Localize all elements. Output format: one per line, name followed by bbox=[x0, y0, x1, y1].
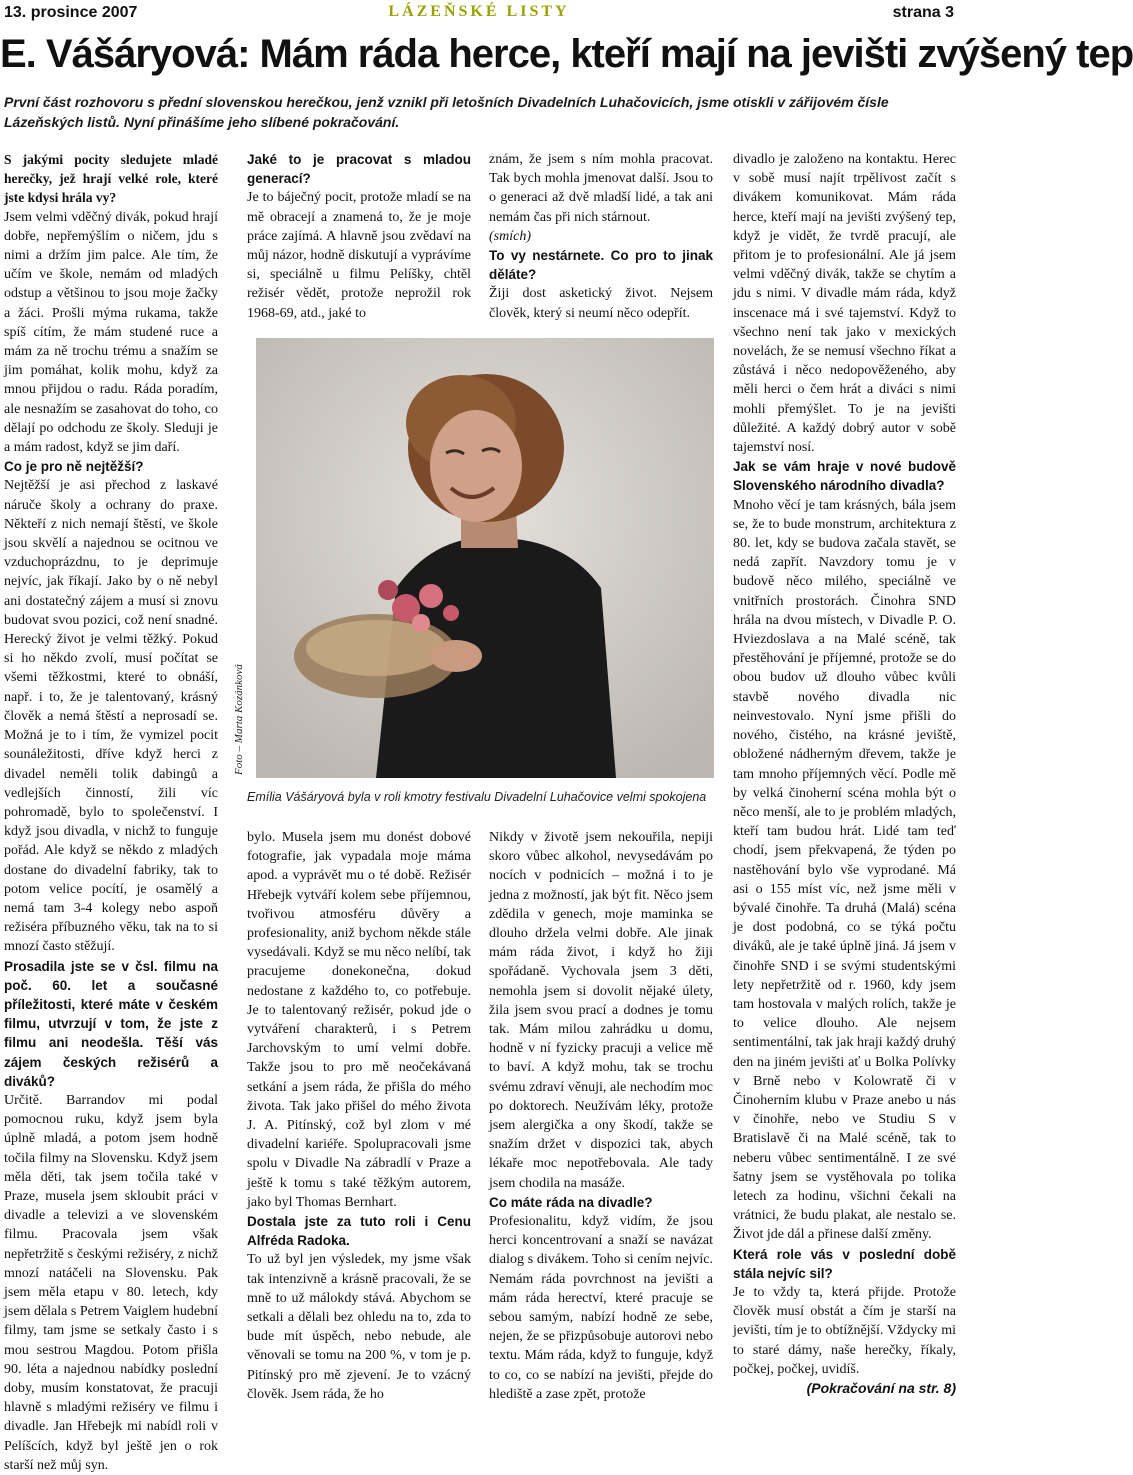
answer: znám, že jsem s ním mohla pracovat. Tak bych mohla jmenovat další. Jsou to o generaci až dvě mladší lidé, a tak ani nemám čas při nich stárnout. bbox=[489, 152, 713, 225]
answer: Profesionalitu, když vidím, že jsou herci koncentrovaní a snaží se navázat dialog s divákem. Toho si cením nejvíc. Nemám ráda povrchnost na jevišti a mám ráda herectví, které pracuje se sebou samým, nabízí hodně ze sebe, nejen, že se přizpůsobuje autorovi nebo textu. Mám ráda, když to funguje, když to co, co se nabízí na jevišti, přejde do hlediště a zase zpět, protože bbox=[489, 1214, 713, 1402]
question: To vy nestárnete. Co pro to jinak děláte? bbox=[489, 248, 713, 283]
page-header bbox=[4, 2, 954, 24]
article-lead: První část rozhovoru s přední slovenskou herečkou, jenž vznikl při letošních Divadelních Luhačovicích, jsme otiskli v zářijovém čísle Lázeňských listů. Nyní přinášíme jeho slíbené pokračování. bbox=[4, 94, 889, 130]
column-4 bbox=[733, 150, 956, 1398]
question: S jakými pocity sledujete mladé herečky, jež hrají velké role, které jste kdysi hrála vy? bbox=[4, 152, 218, 206]
article-photo bbox=[256, 338, 714, 778]
photo-caption: Emília Vášáryová byla v roli kmotry festivalu Divadelní Luhačovice velmi spokojena bbox=[247, 790, 707, 804]
question: Dostala jste za tuto roli i Cenu Alfréda Radoka. bbox=[247, 1214, 471, 1249]
newspaper-name: LÁZEŇSKÉ LISTY bbox=[388, 3, 570, 20]
photo-credit: Foto – Marta Kozánková bbox=[233, 664, 245, 775]
answer: Mnoho věcí je tam krásných, bála jsem se, že to bude monstrum, architektura z 80. let, kdy se budova začala stavět, se nedá zapřít. Navzdory tomu je v budově něco milého, speciálně ve vnitřních prostorách. Činohra SND hrála na dvou místech, v Divadle P. O. Hviezdoslava a na Malé scéně, tak přestěhování je příjemné, protože se do obou budov už dlouho vůbec kvůli stavbě nového divadla nic neinvestovalo. Nyní jsme přišli do nového, čistého, na krásné jeviště, obložené nádherným dřevem, takže je tam mnoho příjemných věcí. Podle mě by velká činoherní scéna mohla být o něco menší, ale to je problém mladých, kteří tam budou hrát. Lidé tam teď chodí, jsem překvapená, že týden po nastěhování bylo vše vyprodané. Má asi o 155 míst víc, než jsme měli v bývalé činohře. Ta druhá (Malá) scéna je dost podobná, co se týká počtu diváků, ale je také úplně jiná. Já jsem v činohře SND i se svými studentskými lety nepřetržitě od r. 1960, kdy jsem tam hostovala v malých rolích, takže je to velice dlouho. Ale nejsem sentimentální, tak jak hraji každý druhý den na jiném jevišti ať u Bolka Polívky v Brně nebo v Kolowratě či v Činoherním klubu v Praze anebo u nás v činohře, nebo ve Studiu S v Bratislavě či na Malé scéně, tak to neberu vůbec sentimentálně. I ze své šatny jsem se vystěhovala po tolika letech za hodinu, všichni čekali na vrátnici, že budu plakat, ale nestalo se. Život jde dál a přinese další změny. bbox=[733, 497, 956, 1243]
answer: To už byl jen výsledek, my jsme však tak intenzivně a krásně pracovali, že se mně to už málokdy stává. Abychom se setkali a dělali bez ohledu na to, zda to bude mít úspěch, nebo nebude, ale věnovali se tomu na 200 %, v tom je p. Pitínský pro mě zjevení. Je to vzácný člověk. Jsem ráda, že ho bbox=[247, 1252, 471, 1402]
column-1 bbox=[4, 150, 218, 1475]
question: Která role vás v poslední době stála nejvíc sil? bbox=[733, 1246, 956, 1281]
question: Co je pro ně nejtěžší? bbox=[4, 459, 144, 475]
question: Prosadila jste se v čsl. filmu na poč. 60. let a současné příležitosti, které máte v českém filmu, utvrzují v tom, že jste z filmu ani neodešla. Těší vás zájem českých režisérů a diváků? bbox=[4, 958, 218, 1089]
column-3-top bbox=[489, 150, 713, 323]
answer: Nikdy v životě jsem nekouřila, nepiji skoro vůbec alkohol, nevysedávám po nocích v podnicích – možná i to je jedna z možností, jak být fit. Něco jsem zdědila v genech, moje maminka se dlouho držela velmi dobře. Ale jinak mám ráda život, i když ho žiji spořádaně. Vychovala jsem 3 děti, nemohla jsem si dovolit nějaké úlety, žila jsem svou prací a dodnes je tomu tak. Mám milou zahrádku u domu, hodně v ní fyzicky pracuji a velice mě to baví. A když mohu, tak se trochu svému zdraví věnuji, ale nechodím moc po doktorech. Neužívám léky, protože jsem alergička a ony škodí, takže se snažím držet v dispozici tak, abych lékaře moc nepotřebovala. Ale tady jsem chodila na masáže. bbox=[489, 830, 713, 1191]
answer: divadlo je založeno na kontaktu. Herec v sobě musí najít trpělivost začít s divákem komunikovat. Mám ráda herce, kteří mají na jevišti zvýšený tep, když je vidět, že tvrdě pracují, ale přitom je to profesionální. Ale já jsem velmi vděčný divák, takže se chytím a jdu s nimi. V divadle mám ráda, když inscenace má i své tajemství. Když to všechno není tak jako v mexických novelách, že se nemusí všechno říkat a zůstává i něco nedopověženého, aby měli herci o čem hrát a diváci s nimi mohli přemýšlet. To je na jevišti důležité. A každý dobrý autor v sobě tajemství nosí. bbox=[733, 152, 956, 456]
column-2-bottom bbox=[247, 828, 471, 1404]
answer: Nejtěžší je asi přechod z laskavé náruče školy a ochrany do praxe. Někteří z nich nemají štěstí, ve škole jsou skvělí a najednou se ocitnou ve vzduchoprázdnu, to je deprimuje nejvíc, jak říkají. Jako by o ně nebyl ani dostatečný zájem a musí si znovu budovat svou pozici, což není snadné. Herecký život je velmi těžký. Pokud si ho někdo zvolí, musí počítat se všemi těžkostmi, které to obnáší, např. i to, že je talentovaný, krásný člověk a nemá štěstí a neprosadí se. Možná je to i tím, že vymizel pocit sounáležitosti, dříve když herci z divadel neměli tolik dabingů a vedlejších činností, žili víc pohromadě, bylo to společenství. I když jsou divadla, v nichž to funguje pořád. Ale když se někdo z mladých dostane do divadelní fabriky, tak to potom velice pocítí, je osamělý a nemá tam 3-4 kolegy nebo aspoň režiséra příbuzného věku, tak na to si mnozí často stěžují. bbox=[4, 478, 218, 955]
answer: bylo. Musela jsem mu donést dobové fotografie, jak vypadala moje máma apod. a vyprávět mu o té době. Režisér Hřebejk vytváří kolem sebe příjemnou, tvořivou atmosféru důvěry a profesionality, aniž bychom někde stále vysedávali. Když se mu něco nelíbí, tak pracujeme donekonečna, dokud nedostane z každého to, co potřebuje. Je to talentovaný režisér, pokud jde o vytváření charakterů, i s Petrem Jarchovským to umí velmi dobře. Takže jsou to pro mě neočekávaná setkání a jsem ráda, že přišla do mého života. Tak jako přišel do mého života J. A. Pitínský, což byl zlom v mé divadelní kariéře. Spolupracovali jsme spolu v Divadle Na zábradlí v Praze a ještě k tomu s také těžkým autorem, jako byl Thomas Bernhart. bbox=[247, 830, 471, 1210]
issue-date: 13. prosince 2007 bbox=[4, 4, 138, 21]
answer: Určitě. Barrandov mi podal pomocnou ruku, když jsem byla úplně mladá, a potom jsem hodně točila filmy na Slovensku. Když jsem měla děti, tak jsem točila také v Praze, musela jsem skloubit práci v divadle a televizi a ve slovenském filmu. Pracovala jsem však nepřetržitě s českými režiséry, z nichž mnozí natáčeli na Slovensku. Pak jsem měla etapu v 80. letech, kdy jsem dělala s Petrem Vaiglem hudební filmy, tam jsme se setkaly často i s mou sestrou Magdou. Potom přišla 90. léta a najednou nabídky poslední doby, musím konstatovat, že pracuji hlavně s mladými režiséry ve filmu i divadle. Jan Hřebejk mi nabídl roli v Pelíšcích, když byl ještě jen o rok starší než můj syn. bbox=[4, 1092, 218, 1473]
answer: Jsem velmi vděčný divák, pokud hrají dobře, nepřemýšlím o ničem, jdu s nimi a držím jim palce. Ale tím, že učím ve škole, nemám od mladých odstup a většinou to jsou moje žačky a žáci. Prošli mýma rukama, takže spíš cítím, že mám studené ruce a mám za ně trochu trému a snažím se jim pomáhat, kolik mohu, když za mnou přijdou o radu. Ráda poradím, ale nesnažím se zasahovat do toho, co dělají po odchodu ze školy. Sleduji je a mám radost, když se jim daří. bbox=[4, 209, 218, 456]
column-2-top bbox=[247, 150, 471, 323]
question: Jak se vám hraje v nové budově Slovenského národního divadla? bbox=[733, 459, 956, 494]
question: Co máte ráda na divadle? bbox=[489, 1194, 653, 1210]
portrait-image bbox=[256, 338, 714, 778]
continued-note: (Pokračování na str. 8) bbox=[806, 1380, 956, 1396]
article-title: E. Vášáryová: Mám ráda herce, kteří mají na jevišti zvýšený tep bbox=[0, 32, 1133, 76]
answer: Je to vždy ta, která přijde. Protože člověk musí obstát a čím je starší na jevišti, tím je to obtížnější. Vždycky mi to staré dámy, naše herečky, říkaly, počkej, počkej, uvidíš. bbox=[733, 1284, 956, 1377]
stage-note: (smích) bbox=[489, 228, 531, 244]
column-3-bottom bbox=[489, 828, 713, 1404]
answer: Žiji dost asketický život. Nejsem člověk, který si neumí něco odepřít. bbox=[489, 286, 713, 321]
answer: Je to báječný pocit, protože mladí se na mě obracejí a znamená to, že je moje práce zajímá. A hlavně jsou zvědaví na můj názor, hodně diskutují a vyprávíme si, speciálně u filmu Pelíšky, chtěl režisér vědět, protože neprožil rok 1968-69, atd., jaké to bbox=[247, 190, 471, 321]
question: Jaké to je pracovat s mladou generací? bbox=[247, 152, 471, 187]
page-number: strana 3 bbox=[892, 4, 954, 21]
